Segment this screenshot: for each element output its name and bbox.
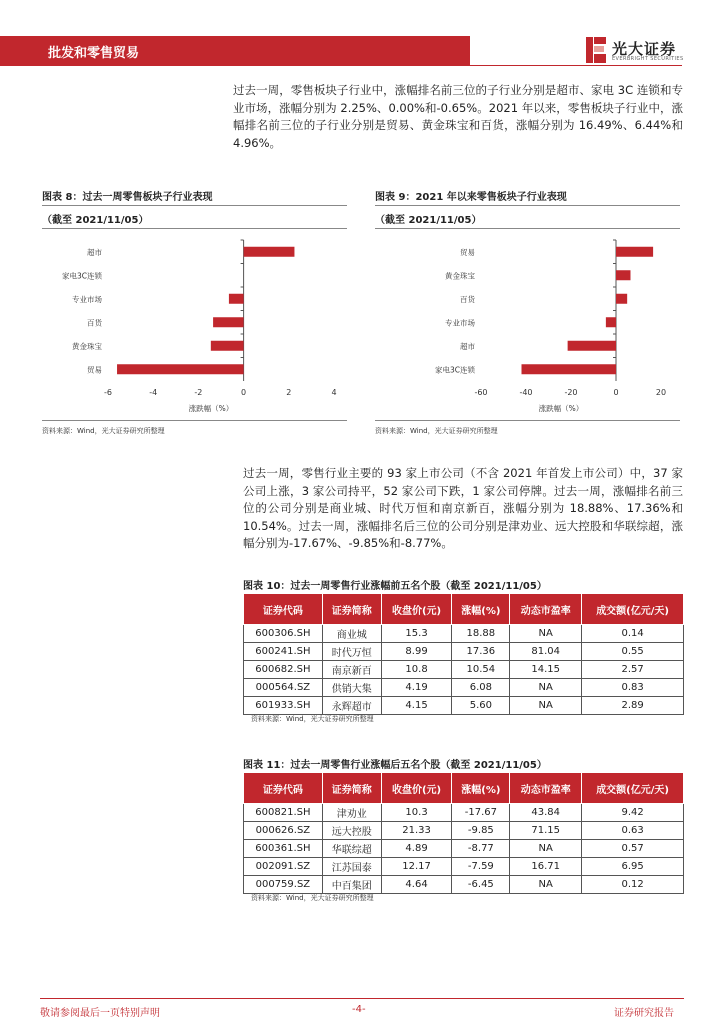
table-row [244, 858, 684, 876]
category-label: 超市 [460, 341, 475, 351]
column-header: 涨幅(%) [452, 773, 510, 804]
header-rule [470, 65, 682, 66]
table-cell: 14.15 [510, 661, 582, 679]
table-cell: 4.64 [381, 876, 452, 894]
footer-disclaimer: 敬请参阅最后一页特别声明 [40, 1008, 160, 1019]
table-cell: 0.57 [582, 840, 684, 858]
category-label: 黄金珠宝 [72, 341, 102, 351]
intro-paragraph: 过去一周，零售板块子行业中，涨幅排名前三位的子行业分别是超市、家电 3C 连锁和专业市场，涨幅分别为 2.25%、0.00%和-0.65%。2021 年以来，零售板块子行业中，涨幅排名前三位的子行业分别是贸易、黄金珠宝和百货，涨幅分别为 16.49%、6.44%和 4.96%。 [233, 83, 683, 150]
table-row [244, 822, 684, 840]
logo-text: 光大证券 [612, 40, 677, 58]
table-cell: 17.36 [452, 643, 510, 661]
table2-title: 图表 11：过去一周零售行业涨幅后五名个股（截至 2021/11/05） [243, 760, 547, 771]
bar [522, 364, 617, 374]
table-cell: 华联综超 [322, 840, 381, 858]
table-cell: 商业城 [322, 625, 381, 643]
table-cell: 21.33 [381, 822, 452, 840]
table-row [244, 804, 684, 822]
chart1-title: 图表 8：过去一周零售板块子行业表现 [42, 192, 213, 203]
x-tick-label: 4 [331, 388, 337, 397]
bar [568, 341, 616, 351]
category-label: 家电3C连锁 [434, 365, 475, 375]
category-label: 专业市场 [72, 294, 102, 304]
x-tick-label: -6 [104, 388, 112, 397]
logo-text-en: EVERBRIGHT SECURITIES [612, 56, 684, 62]
table-cell: NA [510, 625, 582, 643]
table-cell: 9.42 [582, 804, 684, 822]
chart2-rule-2 [375, 228, 680, 229]
table2-source: 资料来源：Wind，光大证券研究所整理 [251, 894, 374, 902]
bar [229, 294, 244, 304]
bar [606, 317, 616, 327]
table-cell: 4.89 [381, 840, 452, 858]
x-tick-label: 20 [655, 388, 667, 397]
column-header: 成交额(亿元/天) [582, 594, 684, 625]
table-cell: 12.17 [381, 858, 452, 876]
table-cell: 远大控股 [322, 822, 381, 840]
table-cell: 000759.SZ [244, 876, 323, 894]
x-tick-label: -40 [519, 388, 533, 397]
page-number: -4- [352, 1004, 366, 1015]
table-cell: -6.45 [452, 876, 510, 894]
x-axis-label: 涨跌幅（%） [188, 404, 234, 413]
category-label: 百货 [460, 294, 475, 304]
column-header: 成交额(亿元/天) [582, 773, 684, 804]
chart1-rule-2 [42, 228, 347, 229]
table-cell: 000564.SZ [244, 679, 323, 697]
x-tick-label: 0 [613, 388, 619, 397]
table-cell: 10.3 [381, 804, 452, 822]
bar [117, 364, 244, 374]
chart1-source: 资料来源：Wind，光大证券研究所整理 [42, 427, 165, 435]
category-label: 家电3C连锁 [61, 271, 102, 281]
table-row [244, 840, 684, 858]
table-cell: 600821.SH [244, 804, 323, 822]
table-cell: 0.83 [582, 679, 684, 697]
table-cell: NA [510, 876, 582, 894]
table-row [244, 697, 684, 715]
table-cell: 71.15 [510, 822, 582, 840]
x-tick-label: 2 [286, 388, 292, 397]
summary-paragraph: 过去一周，零售行业主要的 93 家上市公司（不含 2021 年首发上市公司）中，37 家公司上涨，3 家公司持平，52 家公司下跌，1 家公司停牌。过去一周，涨幅排名前三位的公司分别是商业城、时代万恒和南京新百，涨幅分别为 18.88%、17.36%和 10.54%。过去一周，涨幅排名后三位的公司分别是津劝业、远大控股和华联综超，涨幅分别为-17.67%、-9.85%和-8.77%。 [243, 466, 683, 550]
table-cell: NA [510, 679, 582, 697]
table-cell: 南京新百 [322, 661, 381, 679]
column-header: 证券简称 [322, 594, 381, 625]
category-label: 贸易 [460, 247, 475, 257]
table-cell: 江苏国泰 [322, 858, 381, 876]
table-cell: 43.84 [510, 804, 582, 822]
table-cell: 600682.SH [244, 661, 323, 679]
chart2 [375, 232, 685, 417]
table-cell: 600361.SH [244, 840, 323, 858]
footer-report-type: 证券研究报告 [614, 1008, 674, 1019]
chart1 [42, 232, 352, 417]
table-row [244, 661, 684, 679]
table-cell: 0.14 [582, 625, 684, 643]
chart2-title: 图表 9：2021 年以来零售板块子行业表现 [375, 192, 567, 203]
table-cell: -8.77 [452, 840, 510, 858]
table1-title: 图表 10：过去一周零售行业涨幅前五名个股（截至 2021/11/05） [243, 581, 547, 592]
top-losers-table [243, 772, 684, 894]
chart2-subtitle: （截至 2021/11/05） [375, 215, 482, 226]
table-row [244, 643, 684, 661]
category-label: 百货 [87, 318, 102, 328]
table-cell: -17.67 [452, 804, 510, 822]
category-label: 黄金珠宝 [445, 271, 475, 281]
column-header: 收盘价(元) [381, 773, 452, 804]
table-cell: 6.95 [582, 858, 684, 876]
category-label: 专业市场 [445, 318, 475, 328]
table-cell: 0.12 [582, 876, 684, 894]
table-cell: 4.15 [381, 697, 452, 715]
column-header: 证券简称 [322, 773, 381, 804]
table-cell: 601933.SH [244, 697, 323, 715]
column-header: 证券代码 [244, 594, 323, 625]
chart2-rule [375, 205, 680, 206]
table-row [244, 876, 684, 894]
table-cell: 002091.SZ [244, 858, 323, 876]
chart1-rule-3 [42, 420, 347, 421]
table-cell: 81.04 [510, 643, 582, 661]
table-cell: 永辉超市 [322, 697, 381, 715]
column-header: 涨幅(%) [452, 594, 510, 625]
table-cell: 600306.SH [244, 625, 323, 643]
table-cell: 5.60 [452, 697, 510, 715]
section-title: 批发和零售贸易 [48, 46, 140, 61]
bar [616, 247, 653, 257]
table-cell: 供销大集 [322, 679, 381, 697]
x-tick-label: -4 [149, 388, 158, 397]
table-cell: 10.54 [452, 661, 510, 679]
table-header-row [244, 594, 684, 625]
bar [616, 270, 630, 280]
column-header: 动态市盈率 [510, 594, 582, 625]
footer-rule [40, 998, 684, 999]
x-tick-label: -2 [194, 388, 203, 397]
table-cell: 600241.SH [244, 643, 323, 661]
x-axis-label: 涨跌幅（%） [538, 404, 584, 413]
table-cell: 津劝业 [322, 804, 381, 822]
x-tick-label: -60 [474, 388, 488, 397]
bar [213, 317, 244, 327]
chart1-subtitle: （截至 2021/11/05） [42, 215, 149, 226]
table-cell: 10.8 [381, 661, 452, 679]
chart2-source: 资料来源：Wind，光大证券研究所整理 [375, 427, 498, 435]
column-header: 动态市盈率 [510, 773, 582, 804]
table-cell: 15.3 [381, 625, 452, 643]
x-tick-label: 0 [241, 388, 247, 397]
bar [244, 247, 295, 257]
bar [211, 341, 244, 351]
table-cell: 8.99 [381, 643, 452, 661]
column-header: 收盘价(元) [381, 594, 452, 625]
x-tick-label: -20 [564, 388, 578, 397]
table-cell: NA [510, 840, 582, 858]
table-row [244, 679, 684, 697]
table-cell: -7.59 [452, 858, 510, 876]
table1-source: 资料来源：Wind，光大证券研究所整理 [251, 715, 374, 723]
category-label: 超市 [87, 247, 102, 257]
table-cell: 时代万恒 [322, 643, 381, 661]
table-cell: 0.55 [582, 643, 684, 661]
table-cell: 4.19 [381, 679, 452, 697]
table-cell: NA [510, 697, 582, 715]
table-row [244, 625, 684, 643]
table-cell: 18.88 [452, 625, 510, 643]
column-header: 证券代码 [244, 773, 323, 804]
table-cell: 6.08 [452, 679, 510, 697]
bar [616, 294, 627, 304]
top-gainers-table [243, 593, 684, 715]
table-cell: 2.57 [582, 661, 684, 679]
chart1-rule [42, 205, 347, 206]
table-cell: 中百集团 [322, 876, 381, 894]
table-cell: 000626.SZ [244, 822, 323, 840]
table-cell: 0.63 [582, 822, 684, 840]
table-header-row [244, 773, 684, 804]
table-cell: 16.71 [510, 858, 582, 876]
table-cell: -9.85 [452, 822, 510, 840]
category-label: 贸易 [87, 365, 102, 375]
everbright-logo-icon [586, 37, 606, 63]
chart2-rule-3 [375, 420, 680, 421]
table-cell: 2.89 [582, 697, 684, 715]
